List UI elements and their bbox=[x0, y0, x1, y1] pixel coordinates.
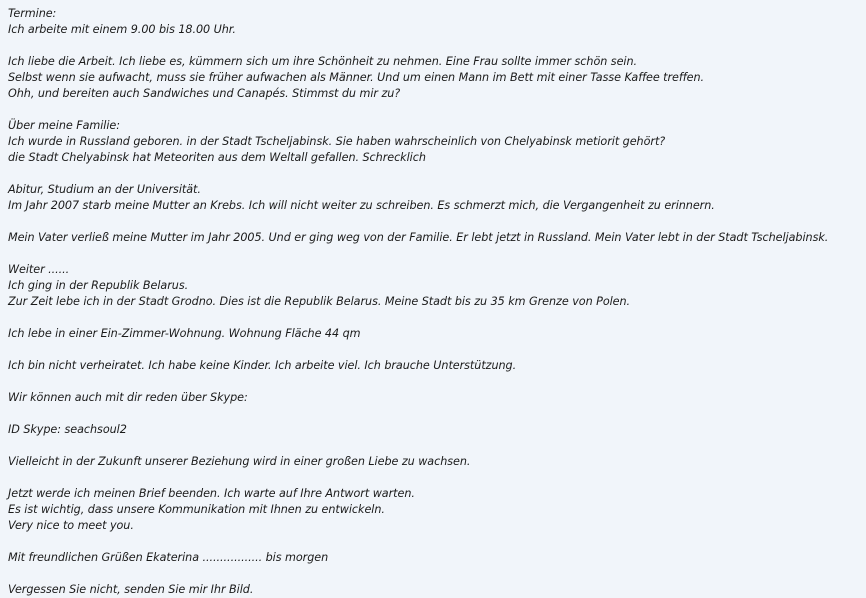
message-line: Es ist wichtig, dass unsere Kommunikation mit Ihnen zu entwickeln. bbox=[8, 503, 385, 516]
message-line: Abitur, Studium an der Universität. bbox=[8, 183, 201, 196]
paragraph-schedule bbox=[8, 6, 866, 38]
paragraph-work bbox=[8, 54, 866, 102]
paragraph-status bbox=[8, 358, 866, 374]
paragraph-postscript bbox=[8, 582, 866, 598]
message-line: Vielleicht in der Zukunft unserer Beziehung wird in einer großen Liebe zu wachsen. bbox=[8, 455, 471, 468]
message-line: Jetzt werde ich meinen Brief beenden. Ich warte auf Ihre Antwort warten. bbox=[8, 487, 415, 500]
message-line: Weiter ...... bbox=[8, 263, 70, 276]
paragraph-family bbox=[8, 118, 866, 166]
message-line: Mein Vater verließ meine Mutter im Jahr 2005. Und er ging weg von der Familie. Er lebt jetzt in Russland. Mein Vater lebt in der Stadt Tscheljabinsk. bbox=[8, 231, 829, 244]
message-line: Im Jahr 2007 starb meine Mutter an Krebs. Ich will nicht weiter zu schreiben. Es schmerzt mich, die Vergangenheit zu erinnern. bbox=[8, 199, 715, 212]
message-line: Ich lebe in einer Ein-Zimmer-Wohnung. Wohnung Fläche 44 qm bbox=[8, 327, 361, 340]
message-body bbox=[8, 6, 866, 598]
message-line: Ich liebe die Arbeit. Ich liebe es, kümmern sich um ihre Schönheit zu nehmen. Eine Frau sollte immer schön sein. bbox=[8, 55, 638, 68]
message-line: Ich ging in der Republik Belarus. bbox=[8, 279, 189, 292]
message-line: Ohh, und bereiten auch Sandwiches und Canapés. Stimmst du mir zu? bbox=[8, 87, 401, 100]
paragraph-skype-id bbox=[8, 422, 866, 438]
message-line: Über meine Familie: bbox=[8, 119, 120, 132]
message-line: Ich arbeite mit einem 9.00 bis 18.00 Uhr. bbox=[8, 23, 236, 36]
paragraph-closing bbox=[8, 486, 866, 534]
message-line: Vergessen Sie nicht, senden Sie mir Ihr Bild. bbox=[8, 583, 254, 596]
message-line: Zur Zeit lebe ich in der Stadt Grodno. Dies ist die Republik Belarus. Meine Stadt bis zu 35 km Grenze von Polen. bbox=[8, 295, 631, 308]
message-line: Termine: bbox=[8, 7, 57, 20]
paragraph-father bbox=[8, 230, 866, 246]
message-line: ID Skype: seachsoul2 bbox=[8, 423, 127, 436]
message-line: Mit freundlichen Grüßen Ekaterina ................. bis morgen bbox=[8, 551, 329, 564]
message-line: Ich bin nicht verheiratet. Ich habe keine Kinder. Ich arbeite viel. Ich brauche Unterstützung. bbox=[8, 359, 517, 372]
paragraph-relocation bbox=[8, 262, 866, 310]
message-line: Selbst wenn sie aufwacht, muss sie früher aufwachen als Männer. Und um einen Mann im Bett mit einer Tasse Kaffee treffen. bbox=[8, 71, 705, 84]
paragraph-apartment bbox=[8, 326, 866, 342]
message-line: die Stadt Chelyabinsk hat Meteoriten aus dem Weltall gefallen. Schrecklich bbox=[8, 151, 426, 164]
message-line: Wir können auch mit dir reden über Skype: bbox=[8, 391, 248, 404]
paragraph-education bbox=[8, 182, 866, 214]
message-line: Ich wurde in Russland geboren. in der Stadt Tscheljabinsk. Sie haben wahrscheinlich von Chelyabinsk metiorit gehört? bbox=[8, 135, 666, 148]
paragraph-skype-intro bbox=[8, 390, 866, 406]
paragraph-future bbox=[8, 454, 866, 470]
paragraph-signature bbox=[8, 550, 866, 566]
message-line: Very nice to meet you. bbox=[8, 519, 134, 532]
